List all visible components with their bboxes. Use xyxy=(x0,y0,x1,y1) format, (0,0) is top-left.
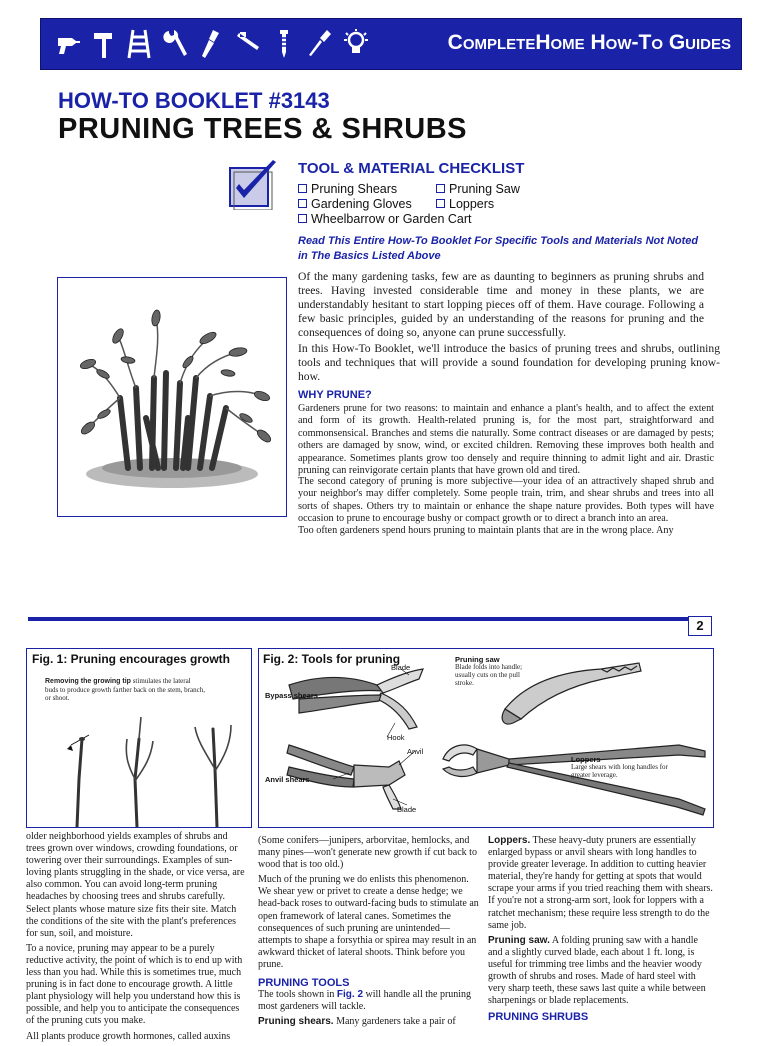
ladder-icon xyxy=(127,28,153,60)
body-paragraph: Loppers. These heavy-duty pruners are essentially enlarged bypass or anvil shears with long handles to provide greater leverage. In addition to cutting heavier material, they're handy for getting at spots that would scrape your arms if you tried reaching them with shears. If you're not a strong-arm sort, look for loppers with a ratchet mechanism; these require less strength to do the same job. xyxy=(488,835,713,931)
checklist-item: Loppers xyxy=(436,197,494,211)
screw-icon xyxy=(271,28,297,60)
drill-icon xyxy=(55,28,81,60)
intro-paragraph: In this How-To Booklet, we'll introduce the basics of pruning trees and shrubs, outlining tools and techniques that will provide a sound foundation for developing pruning know-how. xyxy=(298,342,720,383)
lightbulb-icon xyxy=(343,28,369,60)
column-2 xyxy=(258,835,480,1031)
figure-1-title: Fig. 1: Pruning encourages growth xyxy=(32,652,231,666)
page-divider xyxy=(28,617,688,621)
branch-drawings xyxy=(27,709,251,827)
page-number: 2 xyxy=(688,616,712,636)
label-hook: Hook xyxy=(387,733,405,742)
figure-2-title: Fig. 2: Tools for pruning xyxy=(263,652,401,666)
intro-paragraph: Of the many gardening tasks, few are as daunting to beginners as pruning shrubs and trees. Having invested considerable time and money in these plants, we are understandably hesitant to start lopping pieces off of them. Have courage. Following a few basic principles, guided by an understanding of the reasons for pruning and the consequences of doing so, anyone can prune successfully. xyxy=(298,270,704,339)
body-paragraph: older neighborhood yields examples of shrubs and trees grown over windows, crowding foundations, or towering over their surroundings. Examples of sun-loving plants struggling in the shade, or vice versa, are also common. You can avoid long-term pruning headaches by choosing trees and shrubs carefully. Select plants whose mature size fits their site. Match the conditions of the site with the plant's preferences for sun, soil, and moisture. xyxy=(26,831,245,939)
checkbox-icon xyxy=(298,214,307,223)
label-pruning-saw: Pruning saw xyxy=(455,655,500,664)
checklist-item: Gardening Gloves xyxy=(298,197,412,211)
checklist-item: Wheelbarrow or Garden Cart xyxy=(298,212,471,226)
screwdriver-icon xyxy=(307,28,333,60)
checklist-item: Pruning Saw xyxy=(436,182,520,196)
label-blade-top: Blade xyxy=(391,663,411,672)
checkbox-icon xyxy=(436,199,445,208)
wrench-icon xyxy=(163,28,189,60)
checklist-item: Pruning Shears xyxy=(298,182,397,196)
label-anvil-shears: Anvil shears xyxy=(265,775,310,784)
checkbox-icon xyxy=(436,184,445,193)
body-paragraph: Much of the pruning we do enlists this phenomenon. We shear yew or privet to create a dense hedge; we head-back roses to outward-facing buds to stimulate an open framework of lateral canes. Sometimes the consequences of such pruning are unintended—attempts to shape a forsythia or spirea may result in an awkward thicket of lateral shoots. Think before you prune. xyxy=(258,874,479,970)
why-prune-heading: WHY PRUNE? xyxy=(298,389,372,401)
read-note: Read This Entire How-To Booklet For Specific Tools and Materials Not Noted in The Basics Listed Above xyxy=(298,235,699,262)
column-1 xyxy=(26,831,248,1046)
figure-1 xyxy=(26,648,252,828)
why-prune-paragraph: The second category of pruning is more subjective—your idea of an attractively shaped shrub and your neighbor's may differ completely. Some people train, trim, and shear shrubs and trees into all sorts of shapes. Others try to maintain or enhance the shape nature provides. Both types will have occasion to prune to encourage bushy or compact growth or to direct a branch into an area. xyxy=(298,476,714,525)
paintbrush-icon xyxy=(199,28,225,60)
page-title: PRUNING TREES & SHRUBS xyxy=(58,113,467,145)
loppers-desc: Large shears with long handles for greater leverage. xyxy=(571,763,668,779)
checklist-title: TOOL & MATERIAL CHECKLIST xyxy=(298,160,525,177)
brand-title: CompleteHome How-To Guides xyxy=(447,31,731,54)
label-loppers: Loppers xyxy=(571,755,601,764)
body-paragraph: Pruning saw. A folding pruning saw with a handle and a slightly curved blade, each about 1 ft. long, is useful for trimming tree limbs and the heavier woody growth of shrubs and roses. Made of hard steel with very sharp teeth, these saws last quite a while between sharpenings or blade replacements. xyxy=(488,934,706,1007)
hammer-icon xyxy=(91,28,117,60)
checkmark-icon xyxy=(226,160,284,210)
header-banner xyxy=(40,18,742,70)
why-prune-paragraph: Gardeners prune for two reasons: to maintain and enhance a plant's health, and to affect the extent and form of its growth. Health-related pruning is, for the most part, straightforward and commonsensical. Branches and stems die naturally. Some contract diseases or are damaged by pests; others are damaged by snow, wind, or excited children. Removing these improves both health and appearance. Sometimes plants grow too densely and require thinning to admit light and air. Drastic pruning can reinvigorate certain plants that have grown old and tired. xyxy=(298,403,714,477)
label-blade-bottom: Blade xyxy=(397,805,417,814)
pruning-saw-desc: Blade folds into handle; usually cuts on the pull stroke. xyxy=(455,663,523,687)
body-paragraph: To a novice, pruning may appear to be a purely reductive activity, the point of which is to end up with less than you had. While this is sometimes true, much pruning is in fact done to encourage growth. A little plant physiology will help you understand how this is possible, and help you to anticipate the consequences of the pruning cuts you make. xyxy=(26,942,243,1027)
pruning-shrubs-heading: PRUNING SHRUBS xyxy=(488,1011,589,1024)
pruned-shrub-illustration xyxy=(57,277,287,517)
pruning-tools-heading: PRUNING TOOLS xyxy=(258,977,350,990)
body-paragraph: (Some conifers—junipers, arborvitae, hemlocks, and many pines—won't generate new growth if cut back to wood that is too old.) xyxy=(258,835,477,871)
shrub-drawing xyxy=(58,278,286,516)
body-paragraph: The tools shown in Fig. 2 will handle all the pruning most gardeners will tackle. xyxy=(258,989,472,1013)
label-anvil: Anvil xyxy=(407,747,424,756)
body-paragraph: Pruning shears. Many gardeners take a pair of xyxy=(258,1016,456,1028)
figure-1-caption: Removing the growing tip stimulates the lateral buds to produce growth farther back on the stem, branch, or shoot. xyxy=(45,677,205,702)
saw-icon xyxy=(235,28,261,60)
column-3 xyxy=(488,835,714,1023)
why-prune-paragraph: Too often gardeners spend hours pruning to maintain plants that are in the wrong place. Any xyxy=(298,525,674,536)
booklet-number: HOW-TO BOOKLET #3143 xyxy=(58,88,330,113)
checkbox-icon xyxy=(298,184,307,193)
body-paragraph: All plants produce growth hormones, called auxins xyxy=(26,1030,231,1042)
label-bypass-shears: Bypass shears xyxy=(265,691,318,700)
figure-2 xyxy=(258,648,714,828)
checkbox-icon xyxy=(298,199,307,208)
